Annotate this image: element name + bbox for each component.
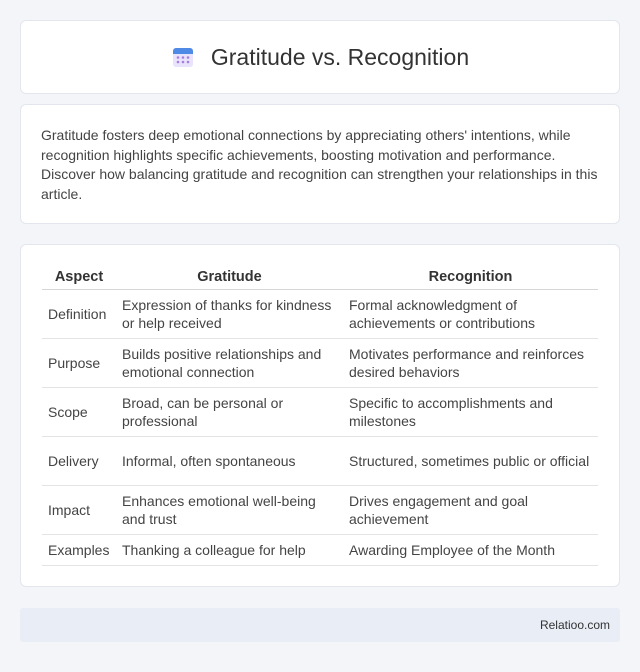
table-row — [42, 338, 598, 387]
table-row — [42, 387, 598, 436]
comparison-table — [42, 265, 598, 566]
intro-card — [20, 104, 620, 224]
row-aspect: Purpose — [42, 338, 116, 387]
header-recognition: Recognition — [343, 265, 598, 289]
row-aspect: Scope — [42, 387, 116, 436]
table-row — [42, 534, 598, 565]
row-gratitude: Broad, can be personal or professional — [116, 387, 343, 436]
table-row — [42, 289, 598, 338]
row-recognition: Motivates performance and reinforces desired behaviors — [343, 338, 598, 387]
row-recognition: Formal acknowledgment of achievements or contributions — [343, 289, 598, 338]
table-row — [42, 485, 598, 534]
row-recognition: Specific to accomplishments and milestones — [343, 387, 598, 436]
row-aspect: Examples — [42, 534, 116, 565]
row-aspect: Definition — [42, 289, 116, 338]
row-gratitude: Informal, often spontaneous — [116, 436, 343, 485]
table-header-row — [42, 265, 598, 289]
row-gratitude: Builds positive relationships and emotional connection — [116, 338, 343, 387]
header-gratitude: Gratitude — [116, 265, 343, 289]
table-card — [20, 244, 620, 587]
row-recognition: Awarding Employee of the Month — [343, 534, 598, 565]
intro-text: Gratitude fosters deep emotional connections by appreciating others' intentions, while recognition highlights specific achievements, boosting motivation and performance. Discover how balancing gratitude and recognition can strengthen your relationships in this article. — [41, 127, 598, 202]
footer — [20, 608, 620, 642]
row-recognition: Structured, sometimes public or official — [343, 436, 598, 485]
header-card — [20, 20, 620, 94]
calendar-icon — [171, 45, 195, 69]
row-gratitude: Thanking a colleague for help — [116, 534, 343, 565]
footer-site-link[interactable]: Relatioo.com — [539, 618, 610, 632]
row-aspect: Impact — [42, 485, 116, 534]
row-aspect: Delivery — [42, 436, 116, 485]
title-wrap — [171, 44, 469, 71]
row-gratitude: Enhances emotional well-being and trust — [116, 485, 343, 534]
page-title: Gratitude vs. Recognition — [210, 43, 470, 70]
header-aspect: Aspect — [42, 265, 116, 289]
row-recognition: Drives engagement and goal achievement — [343, 485, 598, 534]
row-gratitude: Expression of thanks for kindness or help received — [116, 289, 343, 338]
table-row — [42, 436, 598, 485]
